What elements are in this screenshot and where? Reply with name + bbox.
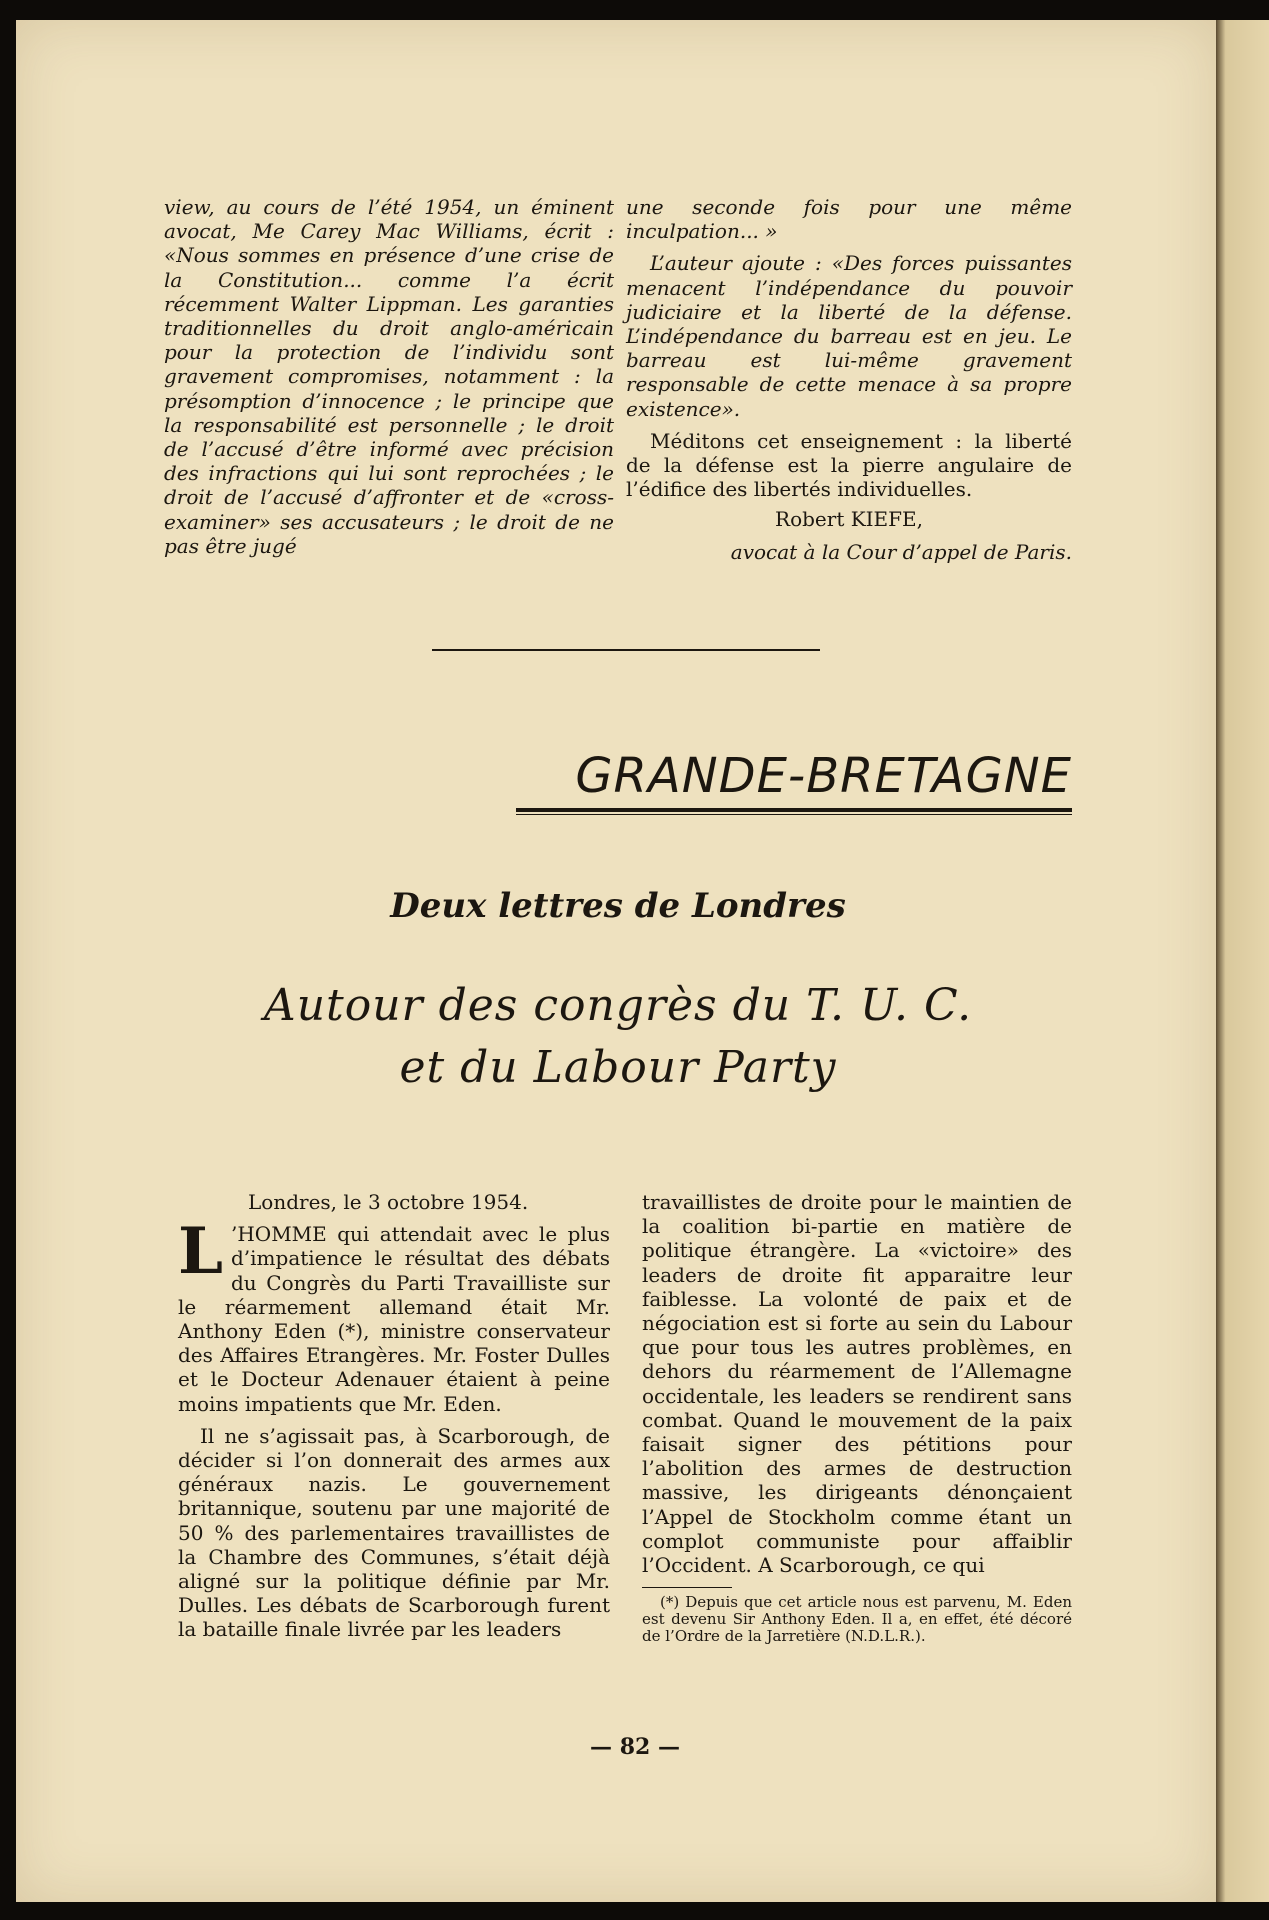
top-right-column [626, 195, 1072, 564]
footnote-rule [642, 1587, 732, 1588]
top-right-para3: Méditons cet enseignement : la liberté de la défense est la pierre angulaire de l’édifice des libertés individuelles. [626, 428, 1072, 502]
signature-title: avocat à la Cour d’appel de Paris. [730, 539, 1072, 564]
next-page-edge [1216, 20, 1269, 1902]
article-left-column [178, 1190, 610, 1642]
article-subtitle: Deux lettres de Londres [390, 886, 846, 926]
top-left-column [164, 195, 614, 558]
article-para2: Il ne s’agissait pas, à Scarborough, de décider si l’on donnerait des armes aux généraux nazis. Le gouvernement britannique, soutenu par une majorité de 50 % des parlementaires travaillistes de la Chambre des Communes, s’était déjà aligné sur la politique définie par Mr. Dulles. Les débats de Scarborough furent la bataille finale livrée par les leaders [178, 1423, 610, 1642]
article-headline [164, 975, 1072, 1099]
page-number: — 82 — [590, 1734, 680, 1760]
section-title: GRANDE-BRETAGNE [575, 748, 1072, 804]
headline-line1: Autour des congrès du T. U. C. [263, 980, 973, 1031]
section-title-underline [516, 808, 1072, 812]
article-para1: ’HOMME qui attendait avec le plus d’impatience le résultat des débats du Congrès du Parti Travailliste sur le réarmement allemand était Mr. Anthony Eden (*), ministre conservateur des Affaires Etrangères. Mr. Foster Dulles et le Docteur Adenauer étaient à peine moins impatients que Mr. Eden. [178, 1222, 610, 1416]
dateline: Londres, le 3 octobre 1954. [248, 1190, 529, 1214]
top-right-para2: L’auteur ajoute : «Des forces puissantes menacent l’indépendance du pouvoir judiciaire et la liberté de la défense. L’indépendance du barreau est en jeu. Le barreau est lui-même gravement responsable de cette menace à sa propre existence». [626, 251, 1072, 421]
top-right-para1: une seconde fois pour une même inculpation... » [626, 195, 1072, 244]
footnote: (*) Depuis que cet article nous est parvenu, M. Eden est devenu Sir Anthony Eden. Il a, en effet, été décoré de l’Ordre de la Jarretière (N.D.L.R.). [642, 1593, 1072, 1646]
top-left-text: view, au cours de l’été 1954, un éminent avocat, Me Carey Mac Williams, écrit : «Nous sommes en présence d’une crise de la Constitution... comme l’a écrit récemment Walter Lippman. Les garanties traditionnelles du droit anglo-américain pour la protection de l’individu sont gravement compromises, notamment : la présomption d’innocence ; le principe que la responsabilité est personnelle ; le droit de l’accusé d’être informé avec précision des infractions qui lui sont reprochées ; le droit de l’accusé d’affronter et de «cross-examiner» ses accusateurs ; le droit de ne pas être jugé [164, 195, 614, 558]
section-divider [432, 649, 820, 651]
section-title-underline-thin [516, 814, 1072, 815]
drop-cap: L [178, 1214, 223, 1290]
headline-line2: et du Labour Party [399, 1042, 837, 1093]
article-para1-block [178, 1214, 610, 1416]
signature-name: Robert KIEFE, [775, 507, 923, 532]
article-right-column [642, 1190, 1072, 1645]
article-para3: travaillistes de droite pour le maintien de la coalition bi-partie en matière de politique étrangère. La «victoire» des leaders de droite fit apparaitre leur faiblesse. La volonté de paix et de négociation est si forte au sein du Labour que pour tous les autres problèmes, en dehors du réarmement de l’Allemagne occidentale, les leaders se rendirent sans combat. Quand le mouvement de la paix faisait signer des pétitions pour l’abolition des armes de destruction massive, les dirigeants dénonçaient l’Appel de Stockholm comme étant un complot communiste pour affaiblir l’Occident. A Scarborough, ce qui [642, 1190, 1072, 1578]
